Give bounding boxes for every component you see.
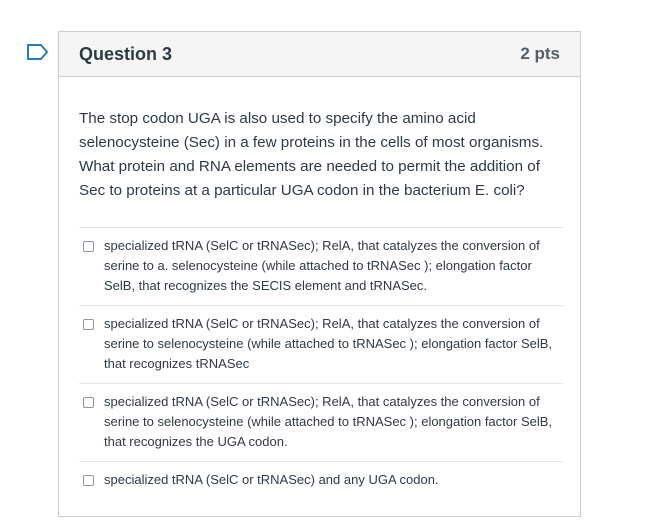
question-title: Question 3	[79, 43, 173, 64]
answer-checkbox-2[interactable]	[83, 319, 94, 330]
answer-label-1: specialized tRNA (SelC or tRNASec); RelA, that catalyzes the conversion of serine to a. selenocysteine (while attached to tRNASec ); elongation factor SelB, that recognizes the SECIS element and tRNASec.	[104, 238, 540, 293]
question-header	[59, 32, 580, 77]
question-points: 2 pts	[520, 44, 560, 63]
answer-label-2: specialized tRNA (SelC or tRNASec); RelA, that catalyzes the conversion of serine to selenocysteine (while attached to tRNASec ); elongation factor SelB, that recognizes tRNASec	[104, 316, 553, 371]
answer-checkbox-1[interactable]	[83, 241, 94, 252]
answer-option-1[interactable]	[79, 228, 563, 306]
question-text: The stop codon UGA is also used to specify the amino acid selenocysteine (Sec) in a few proteins in the cells of most organisms. What protein and RNA elements are needed to permit the addition of Sec to proteins at a particular UGA codon in the bacterium E. coli?	[79, 110, 544, 199]
answer-option-2[interactable]	[79, 306, 563, 384]
flag-question-icon[interactable]	[26, 43, 50, 61]
answer-label-4: specialized tRNA (SelC or tRNASec) and any UGA codon.	[104, 472, 439, 487]
answer-list	[79, 227, 563, 499]
answer-option-4[interactable]	[79, 462, 563, 499]
question-card	[58, 31, 581, 517]
question-body	[59, 77, 580, 499]
answer-label-3: specialized tRNA (SelC or tRNASec); RelA, that catalyzes the conversion of serine to selenocysteine (while attached to tRNASec ); elongation factor SelB, that recognizes the UGA codon.	[104, 394, 553, 449]
answer-checkbox-4[interactable]	[83, 475, 94, 486]
answer-checkbox-3[interactable]	[83, 397, 94, 408]
answer-option-3[interactable]	[79, 384, 563, 462]
